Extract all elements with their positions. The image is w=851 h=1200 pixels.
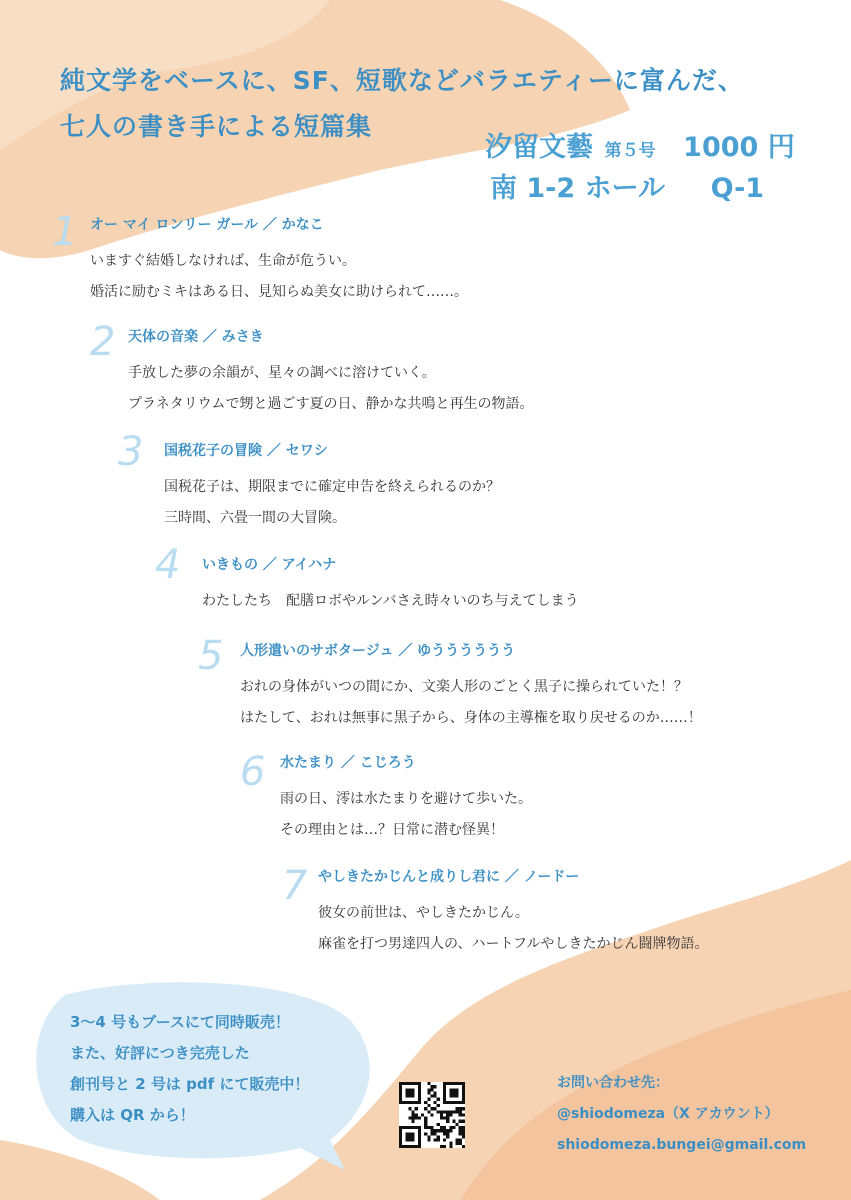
story-description-line-2: プラネタリウムで甥と過ごす夏の日、静かな共鳴と再生の物語。 [128, 396, 534, 412]
story-title-author: 水たまり ／ こじろう [280, 755, 416, 771]
contact-heading: お問い合わせ先： [557, 1075, 669, 1091]
bubble-line-2: また、好評につき完売した [70, 1044, 250, 1062]
issue-title-row [485, 125, 795, 164]
bubble-line-1: 3〜4 号もブースにて同時販売！ [70, 1013, 290, 1031]
story-number: 2 [90, 319, 116, 365]
story-description-line-2: 三時間、六畳一間の大冒険。 [164, 510, 346, 526]
story-number: 6 [240, 749, 266, 795]
story-description-line-1: 手放した夢の余韻が、星々の調べに溶けていく。 [128, 365, 436, 381]
booth-code: Q-1 [710, 173, 765, 204]
email-address[interactable]: shiodomeza.bungei@gmail.com [557, 1137, 807, 1153]
headline-line-1: 純文学をベースに、SF、短歌などバラエティーに富んだ、 [60, 66, 744, 95]
story-description-line-1: 雨の日、澪は水たまりを避けて歩いた。 [280, 791, 532, 807]
qr-code[interactable] [399, 1082, 465, 1148]
story-title-author: 人形遣いのサボタージュ ／ ゆうううううう [240, 643, 516, 659]
headline-line-2: 七人の書き手による短篇集 [60, 112, 373, 141]
story-number: 4 [155, 542, 181, 588]
booth-row [490, 166, 764, 205]
story-description-line-2: 麻雀を打つ男達四人の、ハートフルやしきたかじん闘牌物語。 [318, 936, 709, 952]
bubble-text [70, 1007, 309, 1131]
story-description-line-1: 国税花子は、期限までに確定申告を終えられるのか？ [164, 479, 500, 495]
story-description-line-2: その理由とは…？日常に潜む怪異！ [280, 822, 504, 838]
bubble-line-4: 購入は QR から！ [70, 1106, 195, 1124]
story-title-author: オー マイ ロンリー ガール ／ かなこ [90, 217, 324, 233]
story-title-author: いきもの ／ アイハナ [202, 557, 337, 573]
story-description-line-2: はたして、おれは無事に黒子から、身体の主導権を取り戻せるのか……！ [240, 710, 702, 726]
price: 1000 円 [683, 132, 795, 163]
x-account[interactable]: @shiodomeza（X アカウント） [557, 1106, 779, 1122]
contact-block [557, 1068, 806, 1161]
story-description-line-2: 婚活に励むミキはある日、見知らぬ美女に助けられて……。 [90, 284, 468, 300]
story-title-author: 天体の音楽 ／ みさき [128, 329, 264, 345]
magazine-name: 汐留文藝 [485, 132, 593, 163]
story-description-line-1: おれの身体がいつの間にか、文楽人形のごとく黒子に操られていた！？ [240, 679, 688, 695]
story-description-line-1: 彼女の前世は、やしきたかじん。 [318, 905, 529, 921]
story-title-author: 国税花子の冒険 ／ セワシ [164, 443, 328, 459]
story-number: 5 [198, 633, 224, 679]
story-title-author: やしきたかじんと成りし君に ／ ノードー [318, 869, 580, 885]
story-number: 1 [52, 209, 78, 255]
hall-location: 南 1-2 ホール [490, 173, 666, 204]
story-number: 7 [282, 863, 308, 909]
bubble-line-3: 創刊号と 2 号は pdf にて販売中！ [70, 1075, 310, 1093]
story-description-line-1: いますぐ結婚しなければ、生命が危うい。 [90, 253, 356, 269]
story-number: 3 [118, 429, 144, 475]
issue-number: 第５号 [604, 141, 656, 161]
story-description-line-1: わたしたち 配膳ロボやルンバさえ時々いのち与えてしまう [202, 593, 579, 609]
